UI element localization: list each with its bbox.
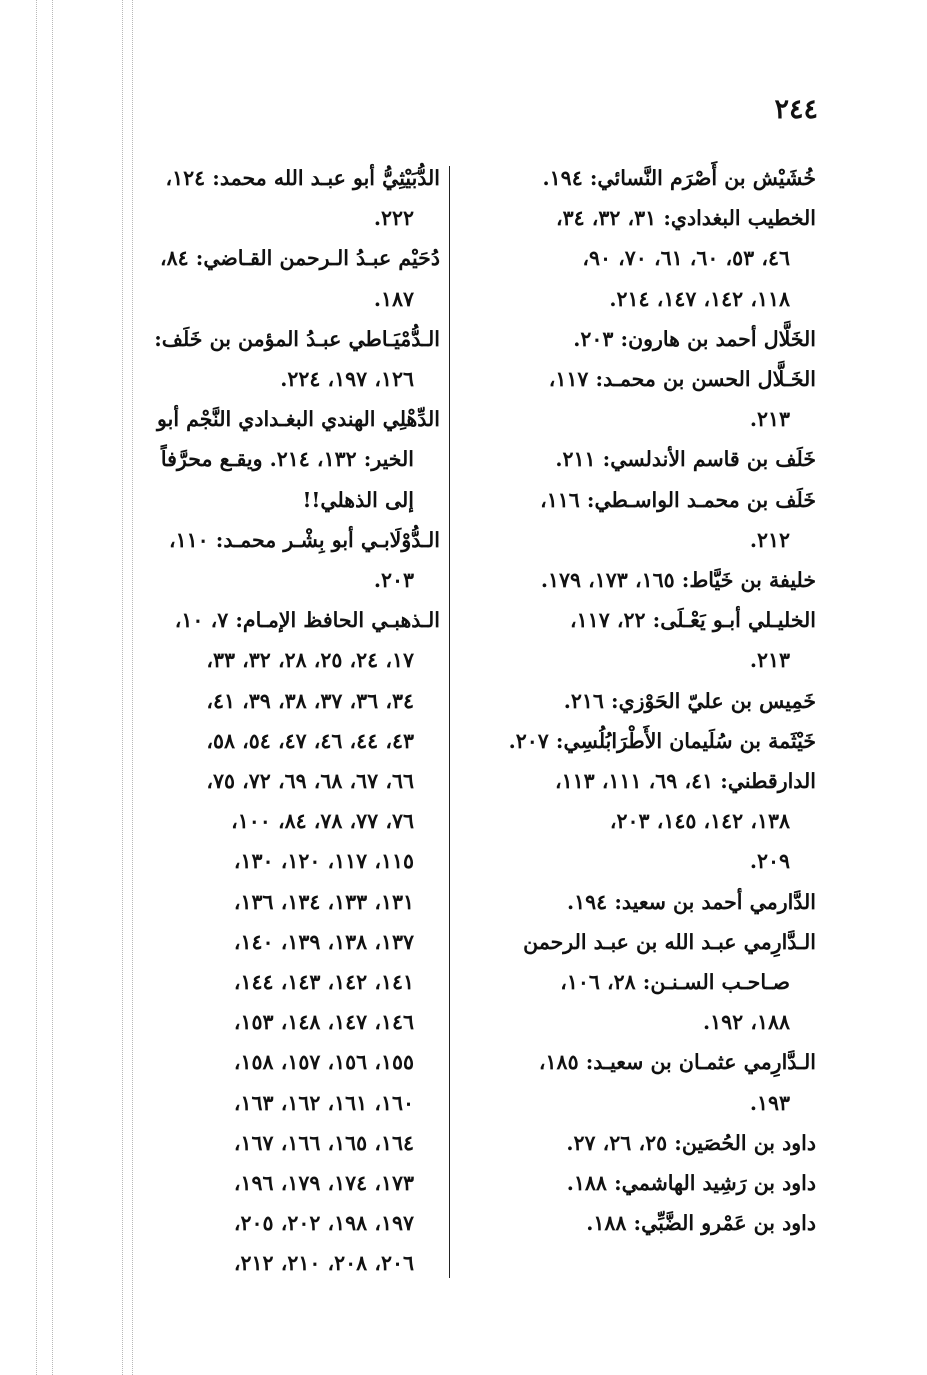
index-entry [460,600,816,680]
index-entry [84,319,440,399]
entry-continuation-line: ١٦٤، ١٦٥، ١٦٦، ١٦٧، [233,1130,414,1155]
entry-heading-line: الخَـلَّال الحسن بن محمـد: ١١٧، [548,367,816,392]
entry-continuation-line: ١٣٨، ١٤٢، ١٤٥، ٢٠٣، [609,809,790,834]
entry-heading-line: خُشَيْش بن أَصْرَم النَّسائي: ١٩٤. [542,166,816,190]
entry-heading-line: الـدَّارِمي عثمـان بن سعيـد: ١٨٥، [538,1050,816,1075]
index-entry [460,1163,816,1203]
entry-continuation-line: ٢٠٩. [749,849,790,874]
entry-continuation-line: ٧٦، ٧٧، ٧٨، ٨٤، ١٠٠، [231,809,414,834]
entry-heading-line: الدِّهْلِي الهندي البغـدادي النَّجْم أبو [157,407,440,432]
index-entry [84,158,440,238]
entry-heading-line: خَلَف بن محمـد الواسـطي: ١١٦، [540,487,816,512]
entry-continuation-line: ١٢٦، ١٩٧، ٢٢٤. [280,367,414,392]
entry-heading-line: دُحَيْم عبـدُ الـرحمن القـاضي: ٨٤، [159,246,440,271]
scan-edge-left-2 [52,0,53,1375]
index-entry [460,359,816,439]
page-number: ٢٤٤ [774,94,818,125]
entry-heading-line: الخليـلي أبـو يَعْـلَى: ٢٢، ١١٧، [570,608,816,633]
entry-continuation-line: ١٩٧، ١٩٨، ٢٠٢، ٢٠٥، [233,1211,414,1236]
entry-heading-line: الـدُّوْلَابـي أبو بِشْـر محمـد: ١١٠، [168,527,440,552]
entry-heading-line: داود بن عَمْرو الضَّبِّي: ١٨٨. [586,1211,816,1236]
index-entry [460,319,816,359]
entry-continuation-line: ٢٢٢. [373,206,414,231]
entry-continuation-line: إلى الذهلي!! [302,487,414,512]
index-column-right [460,158,816,1243]
index-entry [460,681,816,721]
entry-continuation-line: صـاحـب السـنـن: ٢٨، ١٠٦، [560,970,790,995]
entry-continuation-line: ١٧، ٢٤، ٢٥، ٢٨، ٣٢، ٣٣، [206,648,414,673]
entry-continuation-line: الخير: ١٣٢، ٢١٤. ويقـع محرَّفاً [160,447,414,472]
entry-continuation-line: ١٥٥، ١٥٦، ١٥٧، ١٥٨، [233,1050,414,1075]
index-entry [460,439,816,479]
entry-continuation-line: ٢٠٣. [373,568,414,593]
entry-continuation-line: ١٨٨، ١٩٢. [703,1010,790,1035]
index-entry [460,560,816,600]
index-entry [460,1203,816,1243]
scan-edge-left-1 [36,0,37,1375]
entry-continuation-line: ١١٨، ١٤٢، ١٤٧، ٢١٤. [609,286,790,311]
entry-heading-line: داود بن الحُصَين: ٢٥، ٢٦، ٢٧. [566,1130,816,1155]
entry-continuation-line: ٢١٣. [749,648,790,673]
entry-continuation-line: ١٨٧. [373,286,414,311]
entry-heading-line: الدُّبَيْثِيُّ أبو عبـد الله محمد: ١٢٤، [165,166,440,190]
entry-continuation-line: ١١٥، ١١٧، ١٢٠، ١٣٠، [233,849,414,874]
entry-heading-line: داود بن رَشِيد الهاشمي: ١٨٨. [566,1171,816,1196]
entry-heading-line: خَلَف بن قاسم الأندلسي: ٢١١. [555,447,816,472]
index-entry [460,1123,816,1163]
index-entry [460,922,816,1043]
column-divider [449,166,450,1278]
entry-heading-line: خَيْثَمة بن سُلَيمان الأَطْرَابُلُسِي: ٢٠٧. [508,728,816,753]
index-entry [460,721,816,761]
index-entry [84,520,440,600]
entry-heading-line: خليفة بن خَيَّاط: ١٦٥، ١٧٣، ١٧٩. [540,568,816,593]
entry-continuation-line: ١٦٠، ١٦١، ١٦٢، ١٦٣، [233,1090,414,1115]
entry-continuation-line: ٤٣، ٤٤، ٤٦، ٤٧، ٥٤، ٥٨، [206,728,414,753]
entry-heading-line: الـذهبـي الحافظ الإمـام: ٧، ١٠، [174,608,440,633]
index-entry [460,1042,816,1122]
index-entry [460,761,816,882]
entry-heading-line: الخطيب البغدادي: ٣١، ٣٢، ٣٤، [555,206,816,231]
entry-continuation-line: ١٤١، ١٤٢، ١٤٣، ١٤٤، [233,970,414,995]
entry-heading-line: الخَلَّال أحمد بن هارون: ٢٠٣. [573,326,816,351]
entry-continuation-line: ٢١٢. [749,527,790,552]
index-entry [84,399,440,520]
index-column-left [84,158,440,1284]
entry-continuation-line: ١٧٣، ١٧٤، ١٧٩، ١٩٦، [233,1171,414,1196]
index-entry [460,198,816,319]
entry-continuation-line: ١٣١، ١٣٣، ١٣٤، ١٣٦، [233,889,414,914]
entry-heading-line: الـدُّمْيَـاطي عبـدُ المؤمن بن خَلَف: [154,326,440,351]
index-entry [460,158,816,198]
index-entry [460,882,816,922]
entry-continuation-line: ١٩٣. [749,1090,790,1115]
entry-continuation-line: ٤٦، ٥٣، ٦٠، ٦١، ٧٠، ٩٠، [582,246,790,271]
entry-continuation-line: ١٤٦، ١٤٧، ١٤٨، ١٥٣، [233,1010,414,1035]
entry-continuation-line: ٢١٣. [749,407,790,432]
entry-continuation-line: ٣٤، ٣٦، ٣٧، ٣٨، ٣٩، ٤١، [206,688,414,713]
entry-continuation-line: ٦٦، ٦٧، ٦٨، ٦٩، ٧٢، ٧٥، [206,769,414,794]
index-entry [460,480,816,560]
entry-heading-line: الـدَّارِمي عبـد الله بن عبـد الرحمن [523,929,816,954]
index-entry [84,238,440,318]
entry-heading-line: الدَّارمي أحمد بن سعيد: ١٩٤. [567,889,816,914]
index-entry [84,600,440,1283]
entry-heading-line: الدارقطني: ٤١، ٦٩، ١١١، ١١٣، [555,769,816,794]
entry-heading-line: خَمِيس بن عليّ الحَوْزي: ٢١٦. [563,688,816,713]
entry-continuation-line: ١٣٧، ١٣٨، ١٣٩، ١٤٠، [233,929,414,954]
entry-continuation-line: ٢٠٦، ٢٠٨، ٢١٠، ٢١٢، [233,1251,414,1276]
